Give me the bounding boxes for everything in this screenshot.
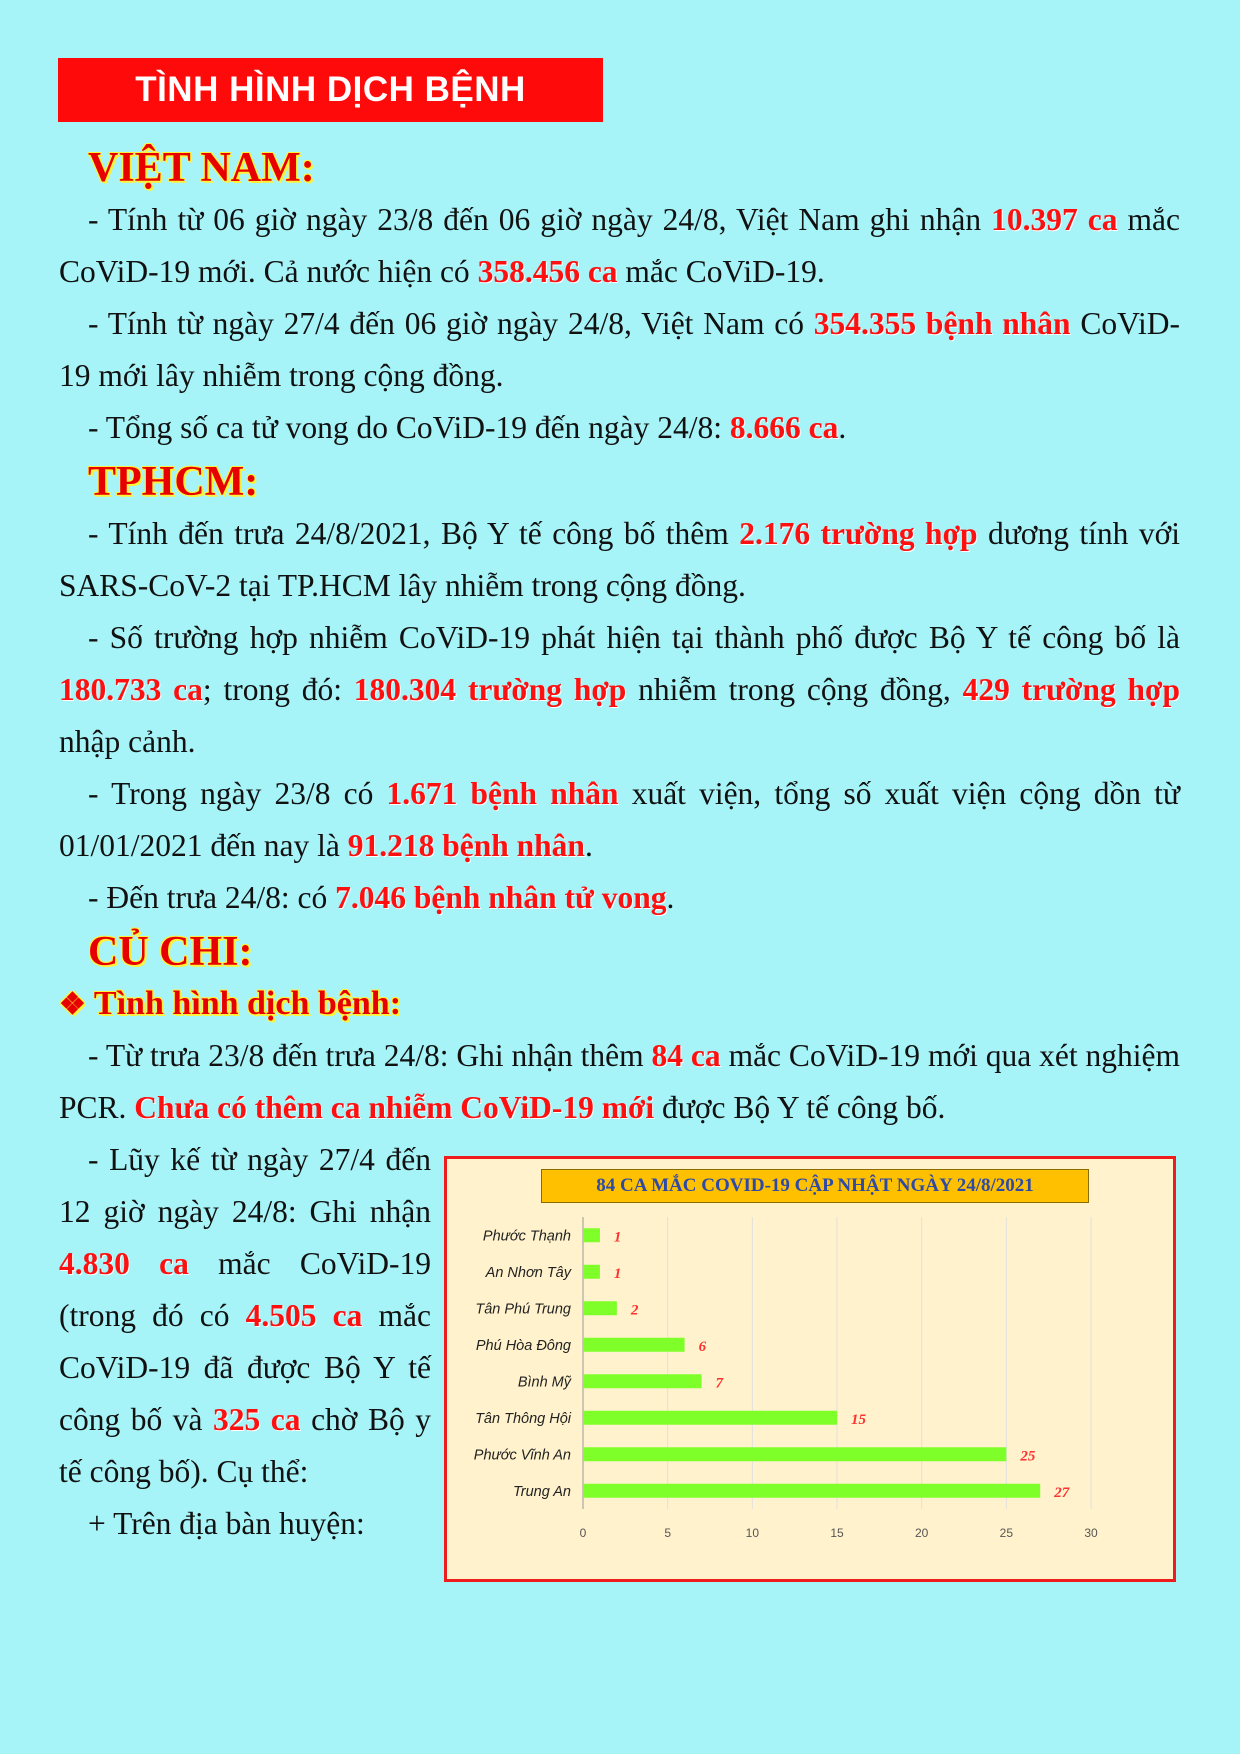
banner-title: TÌNH HÌNH DỊCH BỆNH xyxy=(135,70,526,109)
text-run: mắc CoViD-19 (trong đó có xyxy=(59,1246,432,1333)
tphcm-paragraph-2 xyxy=(59,612,1180,768)
highlight-number: 354.355 bệnh nhân xyxy=(813,306,1071,341)
highlight-number: 4.505 ca xyxy=(245,1298,363,1333)
x-tick-label: 20 xyxy=(914,1526,929,1540)
highlight-number: 358.456 ca xyxy=(477,254,618,289)
highlight-number: 180.733 ca xyxy=(59,672,203,707)
text-run: xuất viện, tổng số xuất viện cộng dồn từ 01/01/2021 đến nay là xyxy=(59,776,1181,863)
text-run: mắc CoViD-19. xyxy=(617,254,825,289)
highlight-number: 2.176 trường hợp xyxy=(739,516,978,551)
highlight-number: 91.218 bệnh nhân xyxy=(347,828,585,863)
heading-cuchi: CỦ CHI: xyxy=(88,929,253,975)
text-run: mắc CoViD-19 mới. Cả nước hiện có xyxy=(59,202,1180,289)
data-label: 7 xyxy=(715,1375,724,1392)
highlight-number: 429 trường hợp xyxy=(962,672,1180,707)
highlight-number: 7.046 bệnh nhân tử vong xyxy=(335,880,667,915)
subheading-situation xyxy=(59,978,1180,1030)
category-label: Bình Mỹ xyxy=(517,1374,571,1391)
text-run: - Tổng số ca tử vong do CoViD-19 đến ngày 24/8: xyxy=(88,410,730,445)
bar xyxy=(583,1301,617,1315)
text-run: mắc CoViD-19 đã được Bộ Y tế công bố và xyxy=(59,1298,431,1437)
highlight-number: 325 ca xyxy=(213,1402,301,1437)
data-label: 6 xyxy=(698,1338,707,1355)
data-label: 27 xyxy=(1054,1484,1070,1501)
data-label: 2 xyxy=(630,1302,639,1319)
text-run: . xyxy=(838,410,847,445)
text-run: - Số trường hợp nhiễm CoViD-19 phát hiện tại thành phố được Bộ Y tế công bố là xyxy=(88,620,1180,655)
x-tick-label: 10 xyxy=(745,1526,760,1540)
highlight-number: 1.671 bệnh nhân xyxy=(386,776,619,811)
text-run: - Tính từ 06 giờ ngày 23/8 đến 06 giờ ngày 24/8, Việt Nam ghi nhận xyxy=(88,202,992,237)
bar xyxy=(583,1228,600,1242)
highlight-number: 8.666 ca xyxy=(729,410,839,445)
x-tick-label: 0 xyxy=(579,1526,587,1540)
highlight-text: Chưa có thêm ca nhiễm CoViD-19 mới xyxy=(134,1090,655,1125)
tphcm-paragraph-4 xyxy=(59,872,1180,924)
text-run: - Tính từ ngày 27/4 đến 06 giờ ngày 24/8, Việt Nam có xyxy=(88,306,814,341)
text-run: mắc CoViD-19 mới qua xét nghiệm PCR. xyxy=(59,1038,1181,1125)
text-run: - Trong ngày 23/8 có xyxy=(88,776,387,811)
bar xyxy=(583,1374,702,1388)
data-label: 25 xyxy=(1020,1448,1036,1465)
text-run: . xyxy=(666,880,675,915)
tphcm-paragraph-1 xyxy=(59,508,1180,612)
text-run: - Lũy kế từ ngày 27/4 đến 12 giờ ngày 24/8: Ghi nhận xyxy=(59,1142,431,1229)
data-label: 15 xyxy=(851,1411,866,1428)
diamond-bullet-icon: ❖ xyxy=(59,988,86,1021)
tphcm-paragraph-3 xyxy=(59,768,1180,872)
text-run: - Đến trưa 24/8: có xyxy=(88,880,336,915)
category-label: An Nhơn Tây xyxy=(485,1264,571,1281)
cuchi-left-column xyxy=(59,1134,431,1550)
highlight-number: 10.397 ca xyxy=(991,202,1118,237)
highlight-number: 4.830 ca xyxy=(59,1246,189,1281)
bar xyxy=(583,1484,1040,1498)
text-run: nhiễm trong cộng đồng, xyxy=(626,672,963,707)
bar xyxy=(583,1265,600,1279)
vietnam-paragraph-1 xyxy=(59,194,1180,298)
vietnam-paragraph-3 xyxy=(59,402,1180,454)
x-tick-label: 5 xyxy=(664,1526,672,1540)
x-tick-label: 25 xyxy=(999,1526,1014,1540)
cases-chart xyxy=(444,1156,1176,1582)
text-run: - Từ trưa 23/8 đến trưa 24/8: Ghi nhận thêm xyxy=(88,1038,652,1073)
text-run: . xyxy=(584,828,593,863)
bar xyxy=(583,1338,685,1352)
vietnam-paragraph-2 xyxy=(59,298,1180,402)
chart-canvas xyxy=(447,1159,1173,1579)
x-tick-label: 30 xyxy=(1084,1526,1098,1540)
category-label: Tân Phú Trung xyxy=(475,1301,571,1318)
heading-tphcm: TPHCM: xyxy=(88,459,259,505)
heading-vietnam: VIỆT NAM: xyxy=(88,145,315,191)
highlight-number: 84 ca xyxy=(651,1038,721,1073)
cuchi-paragraph-3: + Trên địa bàn huyện: xyxy=(88,1506,365,1541)
bottom-section xyxy=(59,1134,1180,1604)
text-run: dương tính với SARS-CoV-2 tại TP.HCM lây nhiễm trong cộng đồng. xyxy=(59,516,1180,603)
subheading-text: Tình hình dịch bệnh: xyxy=(93,985,402,1022)
cuchi-paragraph-1 xyxy=(59,1030,1180,1134)
chart-title: 84 CA MẮC COVID-19 CẬP NHẬT NGÀY 24/8/2021 xyxy=(541,1169,1089,1203)
bar xyxy=(583,1411,837,1425)
section-banner xyxy=(58,58,603,122)
category-label: Trung An xyxy=(512,1483,571,1500)
data-label: 1 xyxy=(613,1265,622,1282)
text-run: được Bộ Y tế công bố. xyxy=(654,1090,946,1125)
cuchi-paragraph-2 xyxy=(59,1134,431,1498)
text-run: - Tính đến trưa 24/8/2021, Bộ Y tế công bố thêm xyxy=(88,516,740,551)
bar xyxy=(583,1447,1006,1461)
category-label: Phú Hòa Đông xyxy=(475,1337,571,1354)
category-label: Tân Thông Hội xyxy=(475,1410,571,1427)
data-label: 1 xyxy=(613,1229,622,1246)
text-run: CoViD-19 mới lây nhiễm trong cộng đồng. xyxy=(59,306,1180,393)
category-label: Phước Vĩnh An xyxy=(473,1447,571,1464)
x-tick-label: 15 xyxy=(830,1526,844,1540)
text-run: chờ Bộ y tế công bố). Cụ thể: xyxy=(59,1402,432,1489)
text-run: nhập cảnh. xyxy=(59,724,196,759)
category-label: Phước Thạnh xyxy=(482,1228,571,1245)
text-run: ; trong đó: xyxy=(202,672,354,707)
main-content xyxy=(59,140,1180,1604)
highlight-number: 180.304 trường hợp xyxy=(353,672,627,707)
